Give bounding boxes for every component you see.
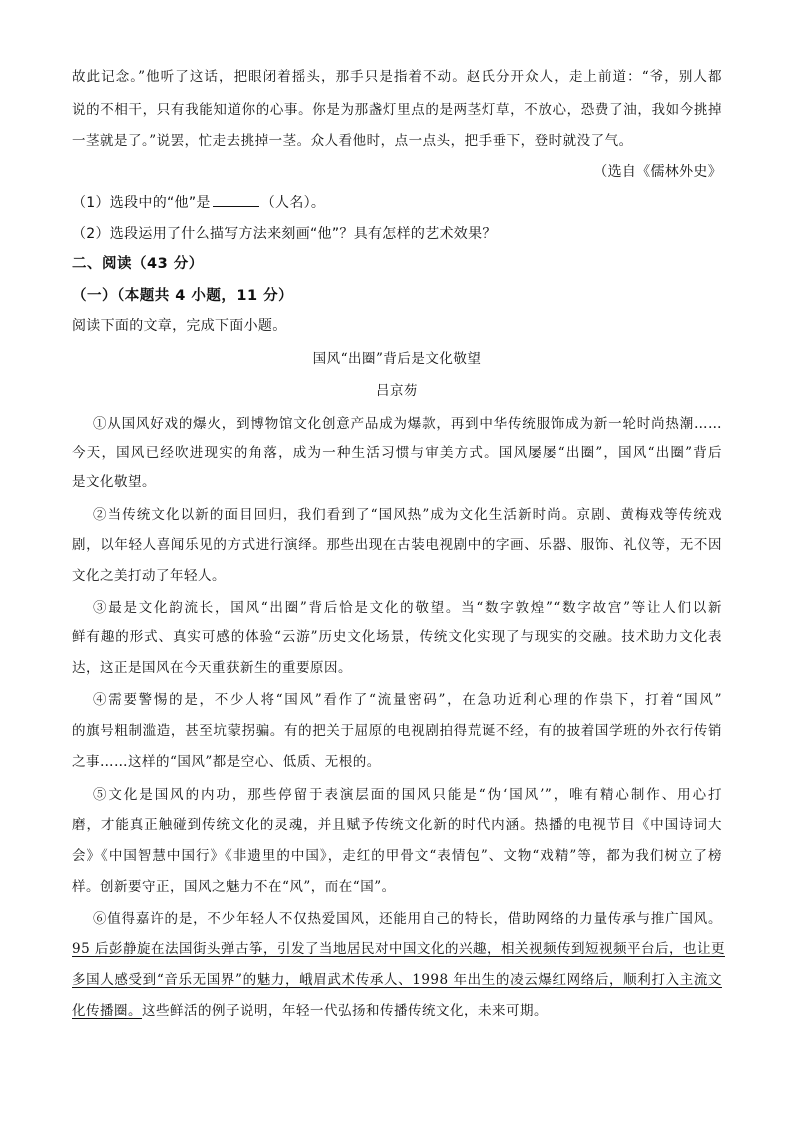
paragraph-6-line-1: ⑥值得嘉许的是，不少年轻人不仅热爱国风，还能用自己的特长，借助网络的力量传承与推广国风。 [93, 911, 722, 927]
instruction: 阅读下面的文章，完成下面小题。 [72, 318, 287, 334]
paragraph-5-line-4: 样。创新要守正，国风之魅力不在“风”，而在“国”。 [72, 879, 396, 895]
paragraph-3-line-3: 达，这正是国风在今天重获新生的重要原因。 [72, 660, 352, 676]
paragraph-4-line-2: 的旗号粗制滥造，甚至坑蒙拐骗。有的把关于屈原的电视剧拍得荒诞不经，有的披着国学班的外衣行传销 [72, 723, 722, 739]
paragraph-3-line-2: 鲜有趣的形式、真实可感的体验“云游”历史文化场景，传统文化实现了与现实的交融。技术助力文化表 [72, 629, 722, 645]
article-author: 吕京芴 [376, 383, 418, 399]
paragraph-6-line-4 [72, 1001, 722, 1021]
underlined-text: 化传播圈。 [72, 1003, 142, 1019]
sub-section-heading: （一）（本题共 4 小题，11 分） [72, 288, 294, 304]
section-heading: 二、阅读（43 分） [72, 256, 204, 272]
answer-blank[interactable] [213, 192, 259, 207]
paragraph-2-line-1: ②当传统文化以新的面目回归，我们看到了“国风热”成为文化生活新时尚。京剧、黄梅戏等传统戏 [93, 507, 722, 523]
passage-source: （选自《儒林外史》 [593, 164, 722, 180]
paragraph-3-line-1: ③最是文化韵流长，国风“出圈”背后恰是文化的敬望。当“数字敦煌”“数字故宫”等让人们以新 [93, 600, 722, 616]
paragraph-2-line-3: 文化之美打动了年轻人。 [72, 568, 226, 584]
paragraph-1-line-2: 今天，国风已经吹进现实的角落，成为一种生活习惯与审美方式。国风屡屡“出圈”，国风“出圈”背后 [72, 445, 722, 461]
question-1-text: （1）选段中的“他”是 [72, 195, 211, 211]
paragraph-5-line-1: ⑤文化是国风的内功，那些停留于表演层面的国风只能是“伪‘国风’”，唯有精心制作、用心打 [93, 787, 722, 803]
paragraph-4-line-1: ④需要警惕的是，不少人将“国风”看作了“流量密码”，在急功近利心理的作祟下，打着“国风” [93, 692, 722, 708]
question-1-suffix: （人名）。 [260, 195, 326, 211]
paragraph-6-line-2-underlined: 95 后彭静旋在法国街头弹古筝，引发了当地居民对中国文化的兴趣，相关视频传到短视频平台后，也让更 [72, 941, 725, 957]
article-title: 国风“出圈”背后是文化敬望 [312, 351, 482, 367]
paragraph-5-line-2: 磨，才能真正触碰到传统文化的灵魂，并且赋予传统文化新的时代内涵。热播的电视节目《中国诗词大 [72, 817, 722, 833]
passage-line-3: 一茎就是了。”说罢，忙走去挑掉一茎。众人看他时，点一点头，把手垂下，登时就没了气。 [72, 133, 633, 149]
question-2: （2）选段运用了什么描写方法来刻画“他”？具有怎样的艺术效果？ [72, 226, 497, 242]
paragraph-6-conclusion: 这些鲜活的例子说明，年轻一代弘扬和传播传统文化，未来可期。 [142, 1003, 548, 1019]
paragraph-1-line-1: ①从国风好戏的爆火，到博物馆文化创意产品成为爆款，再到中华传统服饰成为新一轮时尚热潮…… [93, 416, 722, 432]
paragraph-6-line-3-underlined: 多国人感受到“音乐无国界”的魅力，峨眉武术传承人、1998 年出生的凌云爆红网络后，顺利打入主流文 [72, 972, 722, 988]
paragraph-4-line-3: 之事……这样的“国风”都是空心、低质、无根的。 [72, 754, 381, 770]
question-1 [72, 192, 722, 213]
paragraph-1-line-3: 是文化敬望。 [72, 474, 156, 490]
paragraph-5-line-3: 会》《中国智慧中国行》《非遗里的中国》，走红的甲骨文“表情包”、文物“戏精”等，都为我们树立了榜 [72, 848, 722, 864]
passage-line-1: 故此记念。”他听了这话，把眼闭着摇头，那手只是指着不动。赵氏分开众人，走上前道：“爷，别人都 [72, 69, 722, 85]
passage-line-2: 说的不相干，只有我能知道你的心事。你是为那盏灯里点的是两茎灯草，不放心，恐费了油，我如今挑掉 [72, 102, 722, 118]
paragraph-2-line-2: 剧，以年轻人喜闻乐见的方式进行演绎。那些出现在古装电视剧中的字画、乐器、服饰、礼仪等，无不因 [72, 537, 722, 553]
